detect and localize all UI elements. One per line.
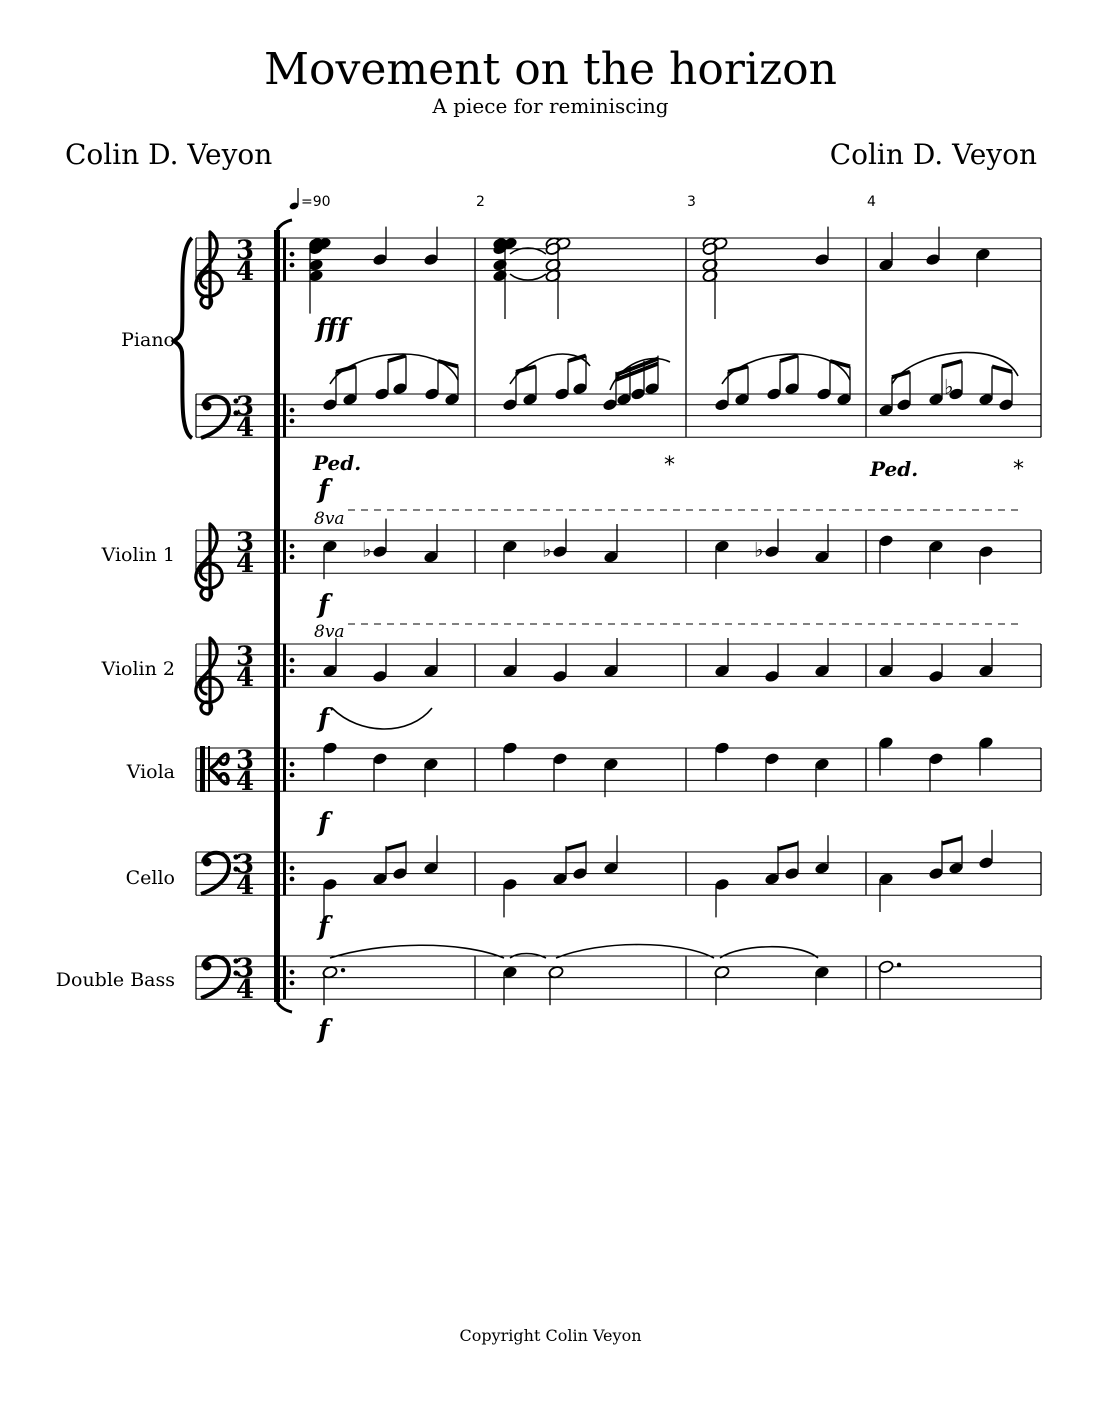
pedal-down-1: Ped. xyxy=(313,451,362,475)
label-viola: Viola xyxy=(126,761,175,783)
quarter-note-icon xyxy=(289,188,300,211)
label-cello: Cello xyxy=(125,867,175,889)
beam xyxy=(566,844,586,849)
score-subtitle: A piece for reminiscing xyxy=(432,94,669,118)
dynamic-viola: f xyxy=(318,808,330,838)
dot xyxy=(897,963,901,967)
composer-left: Colin D. Veyon xyxy=(65,138,273,171)
composer-right: Colin D. Veyon xyxy=(829,138,1037,171)
label-double-bass: Double Bass xyxy=(55,969,175,991)
repeat-thick-bar xyxy=(283,530,286,573)
label-violin2: Violin 2 xyxy=(101,658,175,680)
notehead xyxy=(492,269,508,283)
notehead xyxy=(492,258,508,272)
dynamic-piano-lh: f xyxy=(318,475,330,505)
flat-accidental: ♭ xyxy=(542,537,552,562)
repeat-thick-bar xyxy=(283,956,286,999)
repeat-dot xyxy=(290,263,295,268)
time-signature-bottom: 4 xyxy=(235,663,255,694)
repeat-dot xyxy=(290,252,295,257)
flat-accidental: ♭ xyxy=(362,537,372,562)
tempo-marking xyxy=(289,188,331,211)
copyright: Copyright Colin Veyon xyxy=(459,1326,642,1345)
time-signature-top: 3 xyxy=(235,745,255,776)
beam xyxy=(778,844,798,849)
label-piano: Piano xyxy=(121,329,175,351)
dynamic-violin1: f xyxy=(318,590,330,620)
beam xyxy=(388,356,406,361)
time-signature-bottom: 4 xyxy=(235,549,255,580)
repeat-dot xyxy=(290,970,295,975)
time-signature-top: 3 xyxy=(235,391,255,422)
repeat-dot xyxy=(290,658,295,663)
notehead xyxy=(545,269,561,283)
repeat-dot xyxy=(290,555,295,560)
ottava-violin1: 8va xyxy=(314,509,345,529)
beam xyxy=(942,838,962,843)
repeat-dot xyxy=(290,669,295,674)
pedal-down-2: Ped. xyxy=(870,457,919,481)
tempo-value: =90 xyxy=(301,194,331,210)
pedal-up-2: * xyxy=(1013,457,1024,482)
bass-clef-icon xyxy=(201,397,239,438)
time-signature-top: 3 xyxy=(235,641,255,672)
bracket-bottom-hook xyxy=(277,1002,292,1012)
repeat-dot xyxy=(290,981,295,986)
repeat-thick-bar xyxy=(283,748,286,791)
repeat-dot xyxy=(290,866,295,871)
time-signatures xyxy=(236,236,254,1006)
beam xyxy=(386,844,406,849)
beam xyxy=(992,366,1012,371)
repeat-thick-bar xyxy=(283,852,286,895)
time-signature-bottom: 4 xyxy=(235,257,255,288)
repeat-dot xyxy=(290,544,295,549)
dynamic-violin2: f xyxy=(318,704,330,734)
ottava-violin2: 8va xyxy=(314,622,345,642)
measure-number-2: 2 xyxy=(476,194,485,210)
alto-clef-icon xyxy=(200,746,228,792)
time-signature-top: 3 xyxy=(235,527,255,558)
notehead xyxy=(702,269,718,283)
notes xyxy=(308,227,1014,1006)
pedal-up-1: * xyxy=(664,453,675,478)
repeat-dot xyxy=(290,773,295,778)
time-signature-top: 3 xyxy=(235,849,255,880)
repeat-dot xyxy=(290,877,295,882)
time-signature-bottom: 4 xyxy=(235,767,255,798)
dynamic-piano-rh: fff xyxy=(316,314,349,344)
label-violin1: Violin 1 xyxy=(101,544,175,566)
beam xyxy=(942,361,962,366)
time-signature-bottom: 4 xyxy=(235,871,255,902)
repeat-thick-bar xyxy=(283,394,286,437)
repeat-thick-bar xyxy=(283,238,286,281)
repeat-dot xyxy=(290,419,295,424)
dynamic-cello: f xyxy=(318,912,330,942)
flat-accidental: ♭ xyxy=(944,374,954,399)
time-signature-top: 3 xyxy=(235,953,255,984)
dot xyxy=(341,968,345,972)
piano-brace xyxy=(174,238,192,438)
beam xyxy=(780,356,798,361)
system-bracket xyxy=(274,230,280,1002)
repeat-dot xyxy=(290,408,295,413)
score-title: Movement on the horizon xyxy=(263,44,837,95)
measure-number-4: 4 xyxy=(867,194,876,210)
bracket-top-hook xyxy=(277,220,292,230)
time-signature-bottom: 4 xyxy=(235,975,255,1006)
measure-number-3: 3 xyxy=(687,194,696,210)
repeat-thick-bar xyxy=(283,644,286,687)
time-signature-bottom: 4 xyxy=(235,413,255,444)
repeat-dot xyxy=(290,762,295,767)
dynamic-double-bass: f xyxy=(318,1015,330,1045)
time-signature-top: 3 xyxy=(235,235,255,266)
flat-accidental: ♭ xyxy=(754,537,764,562)
